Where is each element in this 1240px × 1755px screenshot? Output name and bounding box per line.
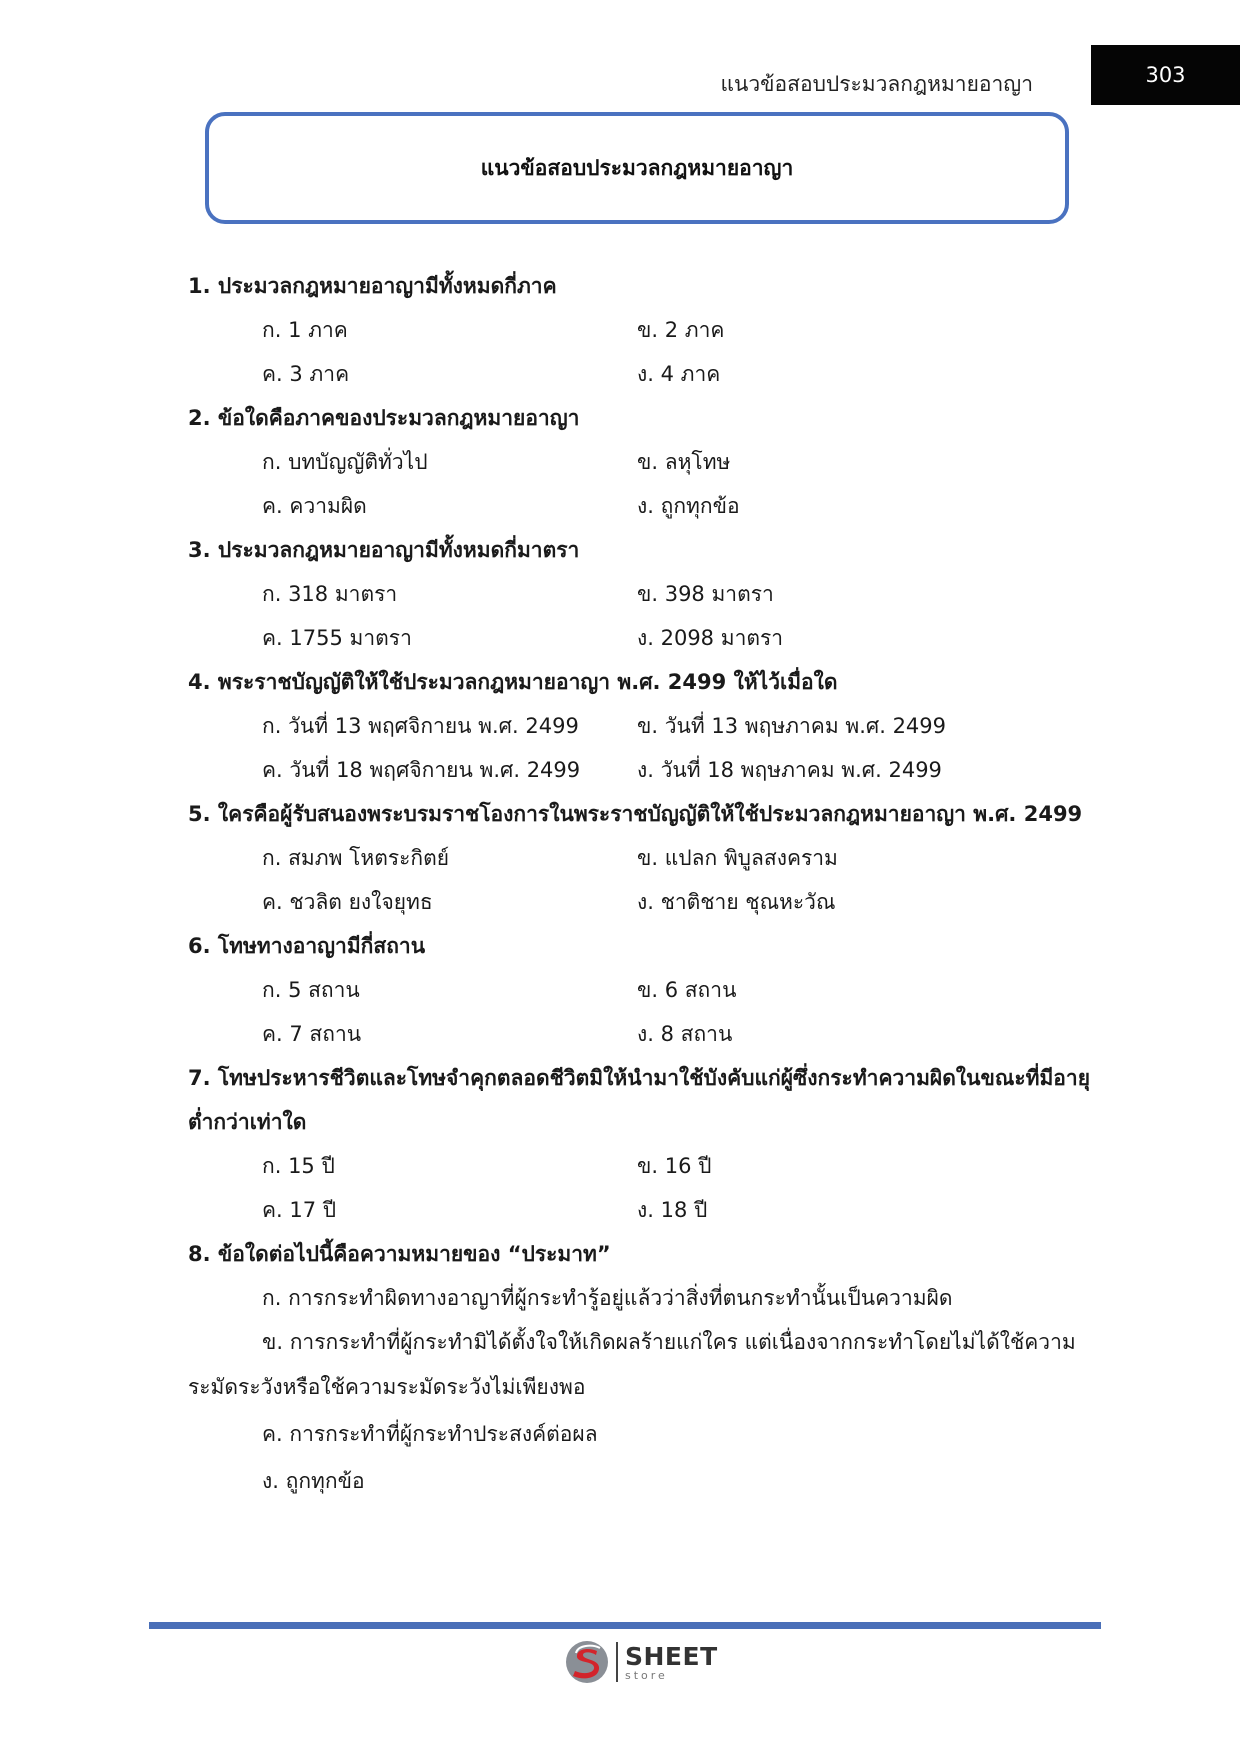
option-a: ก. 15 ปี <box>262 1154 335 1178</box>
question-3: 3. ประมวลกฎหมายอาญามีทั้งหมดกี่มาตรา <box>188 538 580 562</box>
title-box <box>205 112 1069 224</box>
question-8: 8. ข้อใดต่อไปนี้คือความหมายของ “ประมาท” <box>188 1242 611 1266</box>
option-d: ง. 8 สถาน <box>637 1022 733 1046</box>
option-c: ค. ความผิด <box>262 494 367 518</box>
option-a: ก. บทบัญญัติทั่วไป <box>262 450 428 474</box>
option-a: ก. 318 มาตรา <box>262 582 398 606</box>
question-list <box>188 264 1088 1505</box>
options-row <box>188 484 1088 528</box>
option-b-continued: ระมัดระวังหรือใช้ความระมัดระวังไม่เพียงพอ <box>188 1375 586 1399</box>
option-b: ข. 16 ปี <box>637 1154 712 1178</box>
options-row <box>188 572 1088 616</box>
question-6: 6. โทษทางอาญามีกี่สถาน <box>188 934 426 958</box>
option-b: ข. การกระทำที่ผู้กระทำมิได้ตั้งใจให้เกิดผลร้ายแก่ใคร แต่เนื่องจากกระทำโดยไม่ได้ใช้ความ <box>262 1330 1076 1354</box>
question-2: 2. ข้อใดคือภาคของประมวลกฎหมายอาญา <box>188 406 580 430</box>
option-d: ง. วันที่ 18 พฤษภาคม พ.ศ. 2499 <box>637 758 942 782</box>
options-row <box>188 440 1088 484</box>
s-logo-icon <box>564 1639 610 1685</box>
option-b: ข. 6 สถาน <box>637 978 737 1002</box>
logo-divider <box>616 1642 618 1682</box>
options-row <box>188 352 1088 396</box>
option-a: ก. สมภพ โหตระกิตย์ <box>262 846 450 870</box>
sheet-store-logo <box>564 1636 718 1688</box>
question-7-continued: ต่ำกว่าเท่าใด <box>188 1110 307 1134</box>
option-a: ก. การกระทำผิดทางอาญาที่ผู้กระทำรู้อยู่แล้วว่าสิ่งที่ตนกระทำนั้นเป็นความผิด <box>262 1286 953 1310</box>
footer-rule <box>149 1622 1101 1629</box>
logo-text <box>625 1641 718 1682</box>
option-b: ข. แปลก พิบูลสงคราม <box>637 846 838 870</box>
option-d: ง. 18 ปี <box>637 1198 708 1222</box>
option-d: ง. ถูกทุกข้อ <box>262 1469 365 1493</box>
question-1: 1. ประมวลกฎหมายอาญามีทั้งหมดกี่ภาค <box>188 274 557 298</box>
options-row <box>188 1144 1088 1188</box>
option-a: ก. 1 ภาค <box>262 318 348 342</box>
page-number: 303 <box>1091 45 1240 105</box>
running-header: แนวข้อสอบประมวลกฎหมายอาญา <box>720 72 1033 96</box>
option-d: ง. 4 ภาค <box>637 362 721 386</box>
option-a: ก. วันที่ 13 พฤศจิกายน พ.ศ. 2499 <box>262 714 579 738</box>
option-c: ค. 3 ภาค <box>262 362 350 386</box>
question-7: 7. โทษประหารชีวิตและโทษจำคุกตลอดชีวิตมิให้นำมาใช้บังคับแก่ผู้ซึ่งกระทำความผิดในขณะที่มีอายุ <box>188 1066 1090 1090</box>
option-b: ข. 398 มาตรา <box>637 582 774 606</box>
option-c: ค. 17 ปี <box>262 1198 337 1222</box>
options-row <box>188 704 1088 748</box>
options-row <box>188 836 1088 880</box>
question-4: 4. พระราชบัญญัติให้ใช้ประมวลกฎหมายอาญา พ.ศ. 2499 ให้ไว้เมื่อใด <box>188 670 838 694</box>
question-5: 5. ใครคือผู้รับสนองพระบรมราชโองการในพระราชบัญญัติให้ใช้ประมวลกฎหมายอาญา พ.ศ. 2499 <box>188 802 1083 826</box>
page-title: แนวข้อสอบประมวลกฎหมายอาญา <box>480 155 794 180</box>
option-a: ก. 5 สถาน <box>262 978 360 1002</box>
option-c: ค. 1755 มาตรา <box>262 626 412 650</box>
options-row <box>188 308 1088 352</box>
option-c: ค. วันที่ 18 พฤศจิกายน พ.ศ. 2499 <box>262 758 581 782</box>
options-row <box>188 880 1088 924</box>
options-row <box>188 1012 1088 1056</box>
option-d: ง. 2098 มาตรา <box>637 626 784 650</box>
option-b: ข. 2 ภาค <box>637 318 725 342</box>
logo-word: SHEET <box>625 1641 718 1671</box>
option-c: ค. 7 สถาน <box>262 1022 362 1046</box>
options-row <box>188 616 1088 660</box>
logo-sub: store <box>625 1668 668 1682</box>
option-c: ค. การกระทำที่ผู้กระทำประสงค์ต่อผล <box>262 1422 598 1446</box>
option-b: ข. วันที่ 13 พฤษภาคม พ.ศ. 2499 <box>637 714 947 738</box>
options-row <box>188 1188 1088 1232</box>
option-d: ง. ชาติชาย ชุณหะวัณ <box>637 890 836 914</box>
options-row <box>188 968 1088 1012</box>
option-d: ง. ถูกทุกข้อ <box>637 494 740 518</box>
options-row <box>188 748 1088 792</box>
option-c: ค. ชวลิต ยงใจยุทธ <box>262 890 433 914</box>
option-b: ข. ลหุโทษ <box>637 450 731 474</box>
